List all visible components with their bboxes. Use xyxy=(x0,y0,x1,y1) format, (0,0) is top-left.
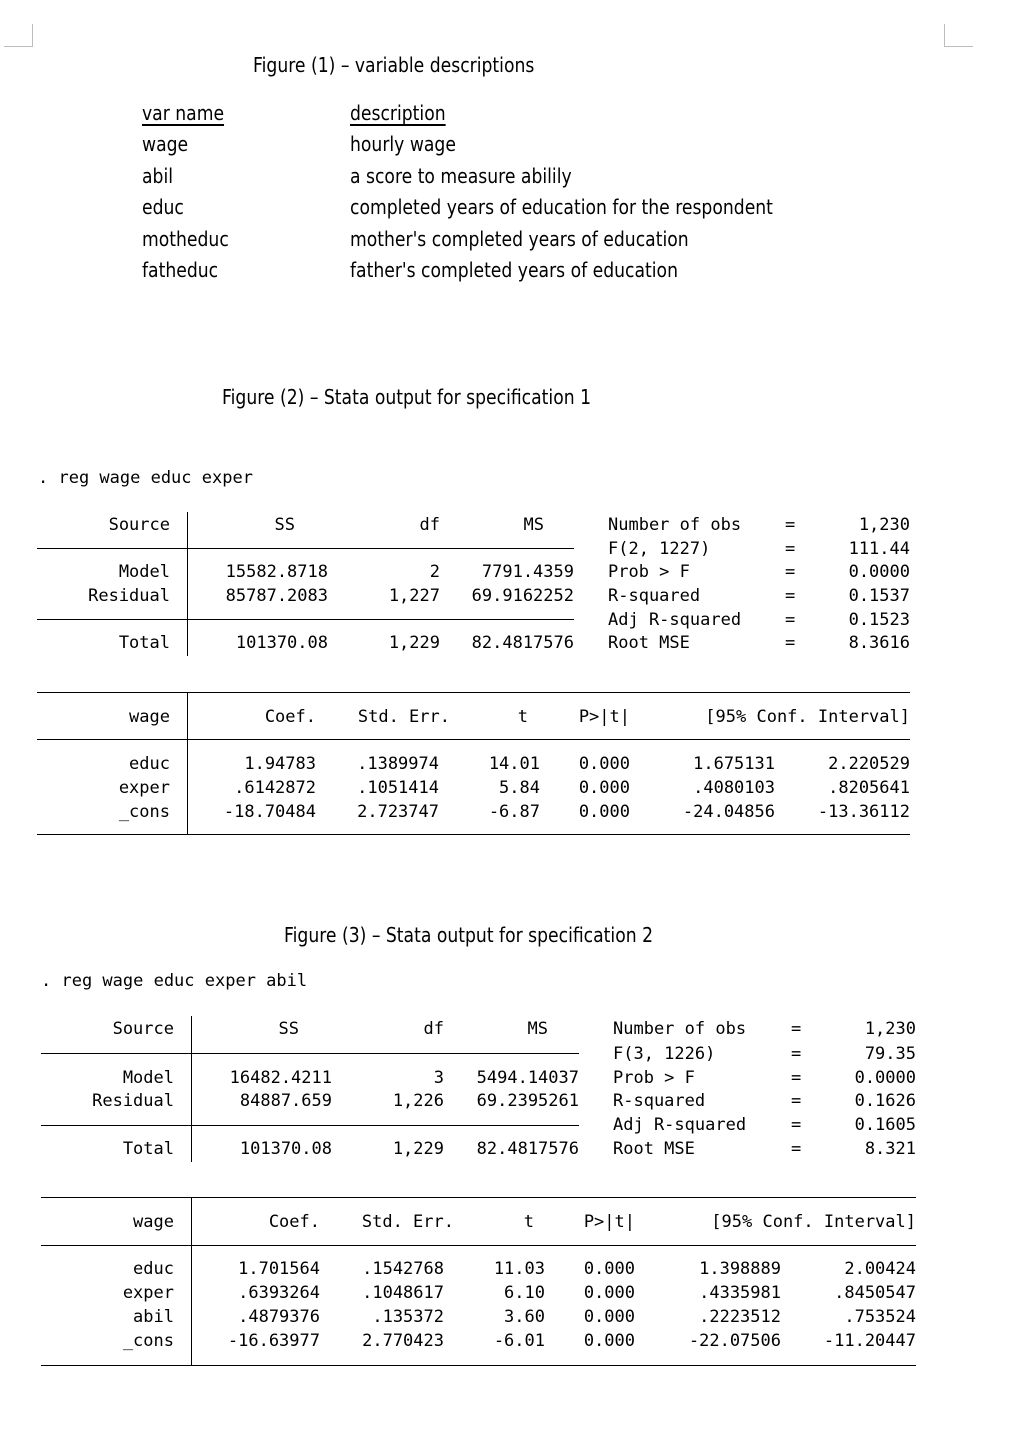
coef-t: -6.87 xyxy=(488,802,540,822)
coef-header-p: P>|t| xyxy=(578,707,630,727)
coef-se: 2.723747 xyxy=(357,802,439,822)
stat-label: R-squared xyxy=(608,586,701,606)
coef-ci-high: .8205641 xyxy=(828,778,910,798)
table-rule xyxy=(41,1245,916,1246)
anova-header-source: Source xyxy=(112,1019,174,1039)
stat-label: Adj R-squared xyxy=(608,610,742,630)
table-divider xyxy=(187,512,188,656)
coef-ci-high: -13.36112 xyxy=(817,802,910,822)
figure-2-title: Figure (2) – Stata output for specification 1 xyxy=(222,385,592,409)
coef-se: .1542768 xyxy=(362,1259,444,1279)
figure-1-title: Figure (1) – variable descriptions xyxy=(253,53,535,77)
anova-ms: 7791.4359 xyxy=(481,562,574,582)
table-divider xyxy=(191,1197,192,1365)
anova-ms: 82.4817576 xyxy=(471,633,574,653)
coef-ci-high: 2.220529 xyxy=(828,754,910,774)
anova-source: Model xyxy=(118,562,170,582)
stat-equals: = xyxy=(785,515,796,535)
stat-label: Root MSE xyxy=(608,633,690,653)
table-divider xyxy=(191,1016,192,1162)
coef-ci-low: 1.398889 xyxy=(699,1259,781,1279)
coef-value: -18.70484 xyxy=(223,802,316,822)
coef-ci-low: .4080103 xyxy=(693,778,775,798)
coef-se: .1051414 xyxy=(357,778,439,798)
page-corner-mark xyxy=(944,24,973,47)
coef-value: 1.701564 xyxy=(238,1259,320,1279)
coef-p: 0.000 xyxy=(578,778,630,798)
var-name: wage xyxy=(142,132,189,156)
anova-df: 1,226 xyxy=(392,1091,444,1111)
stat-label: R-squared xyxy=(613,1091,706,1111)
page-corner-mark xyxy=(4,24,33,47)
anova-df: 1,229 xyxy=(392,1139,444,1159)
coef-var: abil xyxy=(133,1307,174,1327)
coef-t: -6.01 xyxy=(493,1331,545,1351)
stata-command: . reg wage educ exper abil xyxy=(41,971,308,991)
stat-value: 0.0000 xyxy=(848,562,910,582)
anova-source: Residual xyxy=(88,586,170,606)
coef-var: exper xyxy=(118,778,170,798)
coef-ci-high: .753524 xyxy=(844,1307,916,1327)
stat-label: Prob > F xyxy=(613,1068,695,1088)
stat-value: 0.0000 xyxy=(854,1068,916,1088)
stat-label: Adj R-squared xyxy=(613,1115,747,1135)
coef-p: 0.000 xyxy=(578,754,630,774)
table-rule xyxy=(37,548,574,549)
stat-value: 8.3616 xyxy=(848,633,910,653)
stat-value: 1,230 xyxy=(864,1019,916,1039)
coef-ci-high: -11.20447 xyxy=(823,1331,916,1351)
stat-equals: = xyxy=(785,562,796,582)
stat-label: Number of obs xyxy=(613,1019,747,1039)
coef-header-p: P>|t| xyxy=(583,1212,635,1232)
coef-header-se: Std. Err. xyxy=(361,1212,454,1232)
var-description: hourly wage xyxy=(350,132,456,156)
coef-header-coef: Coef. xyxy=(268,1212,320,1232)
stat-equals: = xyxy=(791,1139,802,1159)
var-name-header: var name xyxy=(142,101,225,125)
stat-equals: = xyxy=(791,1019,802,1039)
coef-t: 5.84 xyxy=(499,778,540,798)
stat-equals: = xyxy=(791,1068,802,1088)
table-rule xyxy=(41,1053,579,1054)
stat-value: 111.44 xyxy=(848,539,910,559)
anova-ss: 15582.8718 xyxy=(225,562,328,582)
coef-var: exper xyxy=(122,1283,174,1303)
coef-var: educ xyxy=(129,754,170,774)
coef-se: .1048617 xyxy=(362,1283,444,1303)
var-name: motheduc xyxy=(142,227,229,251)
anova-header-ss: SS xyxy=(274,515,295,535)
stat-value: 0.1537 xyxy=(848,586,910,606)
table-rule xyxy=(41,1125,579,1126)
coef-se: .135372 xyxy=(372,1307,444,1327)
coef-ci-low: -22.07506 xyxy=(688,1331,781,1351)
anova-ss: 16482.4211 xyxy=(229,1068,332,1088)
stat-label: Prob > F xyxy=(608,562,690,582)
coef-header-coef: Coef. xyxy=(264,707,316,727)
var-description: mother's completed years of education xyxy=(350,227,689,251)
coef-ci-high: 2.00424 xyxy=(844,1259,916,1279)
coef-p: 0.000 xyxy=(583,1331,635,1351)
coef-var: _cons xyxy=(122,1331,174,1351)
anova-ms: 69.9162252 xyxy=(471,586,574,606)
coef-value: .4879376 xyxy=(238,1307,320,1327)
table-rule xyxy=(37,619,574,620)
stat-value: 8.321 xyxy=(864,1139,916,1159)
coef-ci-high: .8450547 xyxy=(834,1283,916,1303)
stat-value: 1,230 xyxy=(858,515,910,535)
anova-ss: 101370.08 xyxy=(239,1139,332,1159)
stat-value: 0.1523 xyxy=(848,610,910,630)
anova-ms: 69.2395261 xyxy=(476,1091,579,1111)
stat-equals: = xyxy=(785,633,796,653)
coef-p: 0.000 xyxy=(578,802,630,822)
coef-t: 3.60 xyxy=(504,1307,545,1327)
anova-ms: 82.4817576 xyxy=(476,1139,579,1159)
coef-se: 2.770423 xyxy=(362,1331,444,1351)
var-name: abil xyxy=(142,164,174,188)
var-name: fatheduc xyxy=(142,258,219,282)
coef-value: .6393264 xyxy=(238,1283,320,1303)
coef-header-t: t xyxy=(517,707,528,727)
stat-label: Root MSE xyxy=(613,1139,695,1159)
description-header: description xyxy=(350,101,446,125)
anova-df: 2 xyxy=(429,562,440,582)
anova-source: Residual xyxy=(92,1091,174,1111)
stata-command: . reg wage educ exper xyxy=(38,468,253,488)
stat-label: F(3, 1226) xyxy=(613,1044,716,1064)
coef-header-ci: [95% Conf. Interval] xyxy=(705,707,910,727)
stat-equals: = xyxy=(785,539,796,559)
anova-ss: 85787.2083 xyxy=(225,586,328,606)
coef-se: .1389974 xyxy=(357,754,439,774)
coef-value: .6142872 xyxy=(234,778,316,798)
coef-ci-low: .2223512 xyxy=(699,1307,781,1327)
coef-p: 0.000 xyxy=(583,1283,635,1303)
table-rule xyxy=(37,739,910,740)
coef-header-dep: wage xyxy=(133,1212,174,1232)
anova-df: 1,229 xyxy=(388,633,440,653)
anova-header-df: df xyxy=(419,515,440,535)
table-rule xyxy=(37,692,910,693)
table-rule xyxy=(37,834,910,835)
coef-p: 0.000 xyxy=(583,1259,635,1279)
table-rule xyxy=(41,1197,916,1198)
anova-source: Total xyxy=(122,1139,174,1159)
coef-header-t: t xyxy=(523,1212,534,1232)
table-rule xyxy=(41,1365,916,1366)
anova-header-df: df xyxy=(423,1019,444,1039)
stat-equals: = xyxy=(791,1091,802,1111)
var-description: completed years of education for the respondent xyxy=(350,195,773,219)
coef-header-ci: [95% Conf. Interval] xyxy=(711,1212,916,1232)
coef-ci-low: -24.04856 xyxy=(682,802,775,822)
anova-source: Model xyxy=(122,1068,174,1088)
coef-ci-low: .4335981 xyxy=(699,1283,781,1303)
anova-source: Total xyxy=(118,633,170,653)
anova-ss: 101370.08 xyxy=(235,633,328,653)
coef-t: 11.03 xyxy=(493,1259,545,1279)
coef-t: 6.10 xyxy=(504,1283,545,1303)
anova-header-ss: SS xyxy=(278,1019,299,1039)
stat-equals: = xyxy=(785,586,796,606)
anova-df: 1,227 xyxy=(388,586,440,606)
anova-ss: 84887.659 xyxy=(239,1091,332,1111)
anova-header-source: Source xyxy=(108,515,170,535)
var-name: educ xyxy=(142,195,184,219)
stat-equals: = xyxy=(791,1115,802,1135)
stat-label: F(2, 1227) xyxy=(608,539,711,559)
coef-var: _cons xyxy=(118,802,170,822)
stat-value: 0.1605 xyxy=(854,1115,916,1135)
coef-p: 0.000 xyxy=(583,1307,635,1327)
anova-df: 3 xyxy=(433,1068,444,1088)
anova-header-ms: MS xyxy=(527,1019,548,1039)
table-divider xyxy=(187,692,188,834)
coef-value: 1.94783 xyxy=(244,754,316,774)
stat-equals: = xyxy=(791,1044,802,1064)
coef-value: -16.63977 xyxy=(227,1331,320,1351)
var-description: father's completed years of education xyxy=(350,258,678,282)
stat-equals: = xyxy=(785,610,796,630)
coef-ci-low: 1.675131 xyxy=(693,754,775,774)
anova-ms: 5494.14037 xyxy=(476,1068,579,1088)
coef-header-se: Std. Err. xyxy=(357,707,450,727)
stat-value: 79.35 xyxy=(864,1044,916,1064)
coef-var: educ xyxy=(133,1259,174,1279)
coef-t: 14.01 xyxy=(488,754,540,774)
var-description: a score to measure abilily xyxy=(350,164,572,188)
stat-label: Number of obs xyxy=(608,515,742,535)
coef-header-dep: wage xyxy=(129,707,170,727)
figure-3-title: Figure (3) – Stata output for specification 2 xyxy=(284,923,654,947)
anova-header-ms: MS xyxy=(523,515,544,535)
stat-value: 0.1626 xyxy=(854,1091,916,1111)
